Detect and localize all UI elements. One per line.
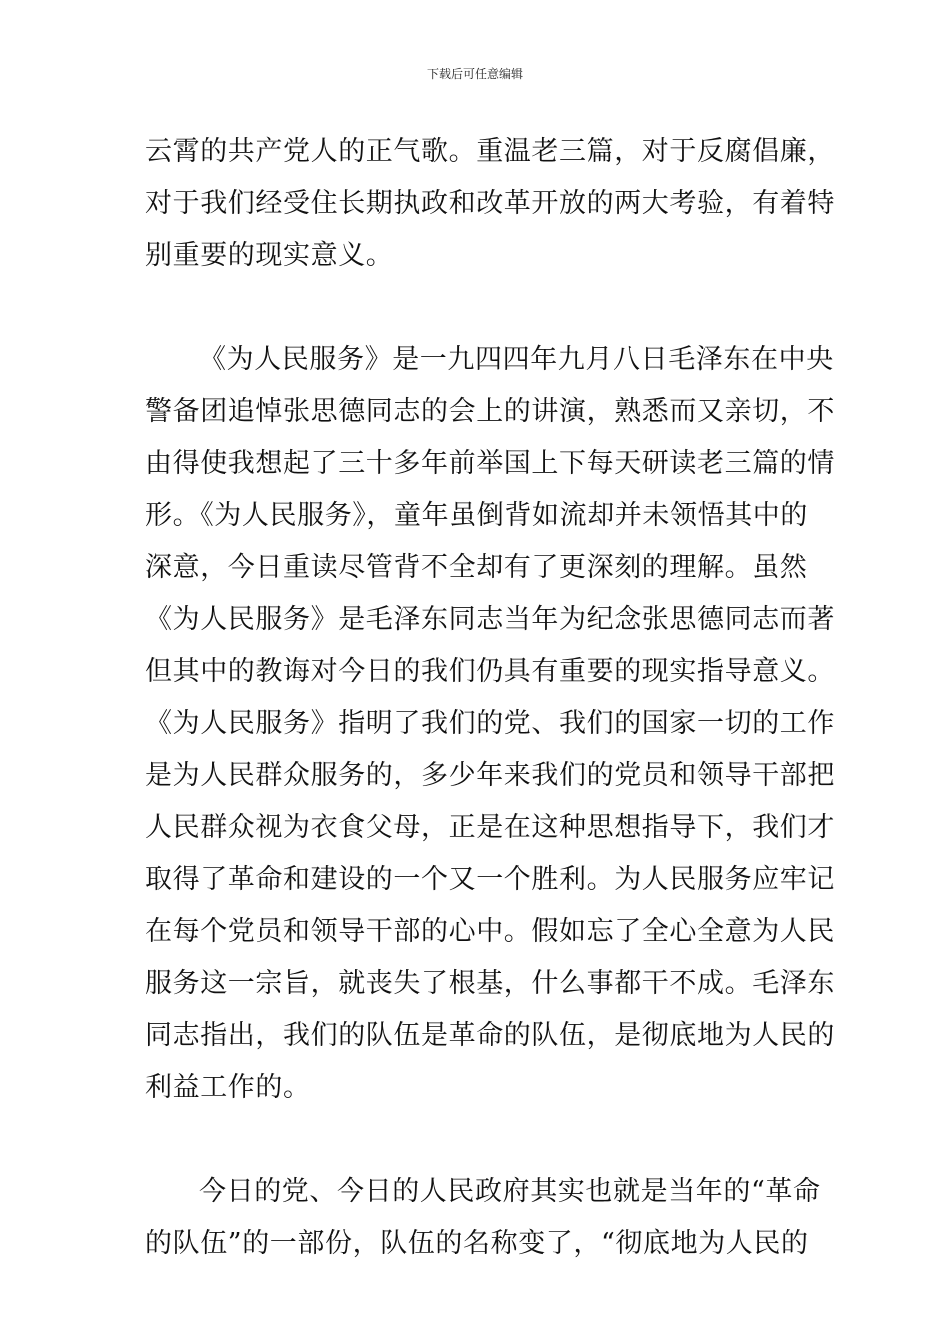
paragraph — [145, 334, 835, 1114]
paragraph — [145, 1166, 821, 1270]
text-line: 但其中的教诲对今日的我们仍具有重要的现实指导意义。 — [145, 656, 835, 687]
text-line: 警备团追悼张思德同志的会上的讲演，熟悉而又亲切，不 — [145, 396, 835, 427]
paragraph — [145, 126, 835, 282]
text-line: 服务这一宗旨，就丧失了根基，什么事都干不成。毛泽东 — [145, 968, 835, 999]
page-header: 下载后可任意编辑 — [426, 67, 523, 81]
text-line: 深意，今日重读尽管背不全却有了更深刻的理解。虽然 — [145, 552, 808, 583]
text-line: 形。《为人民服务》，童年虽倒背如流却并未领悟其中的 — [145, 500, 808, 531]
text-line: 是为人民群众服务的，多少年来我们的党员和领导干部把 — [145, 760, 835, 791]
text-line: 的队伍”的一部份，队伍的名称变了，“彻底地为人民的 — [145, 1228, 809, 1259]
text-line: 别重要的现实意义。 — [145, 240, 394, 271]
text-line: 取得了革命和建设的一个又一个胜利。为人民服务应牢记 — [145, 864, 835, 895]
text-line: 在每个党员和领导干部的心中。假如忘了全心全意为人民 — [145, 916, 835, 947]
document-body — [145, 126, 835, 1270]
paragraph-gap — [145, 1114, 807, 1166]
text-line: 由得使我想起了三十多年前举国上下每天研读老三篇的情 — [145, 448, 835, 479]
text-line: 今日的党、今日的人民政府其实也就是当年的“革命 — [199, 1176, 821, 1207]
text-line: 《为人民服务》指明了我们的党、我们的国家一切的工作 — [145, 708, 835, 739]
text-line: 同志指出，我们的队伍是革命的队伍，是彻底地为人民的 — [145, 1020, 835, 1051]
text-line: 对于我们经受住长期执政和改革开放的两大考验，有着特 — [145, 188, 835, 219]
text-line: 云霄的共产党人的正气歌。重温老三篇，对于反腐倡廉， — [145, 136, 835, 167]
text-line: 利益工作的。 — [145, 1072, 311, 1103]
text-line: 《为人民服务》是一九四四年九月八日毛泽东在中央 — [199, 344, 834, 375]
text-line: 人民群众视为衣食父母，正是在这种思想指导下，我们才 — [145, 812, 835, 843]
text-line: 《为人民服务》是毛泽东同志当年为纪念张思德同志而著 — [145, 604, 835, 635]
paragraph-gap — [145, 282, 807, 334]
